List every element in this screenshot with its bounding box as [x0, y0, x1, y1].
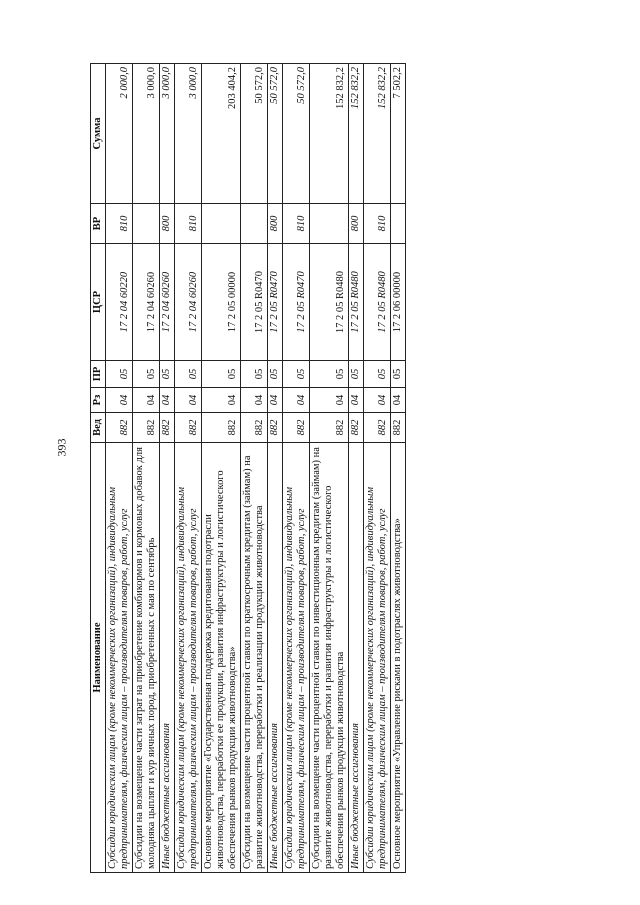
cell-sum: 152 832,2	[310, 64, 349, 204]
cell-pr: 05	[391, 361, 406, 388]
table-row	[175, 64, 202, 873]
cell-pr: 05	[175, 361, 202, 388]
cell-name: Основное мероприятие «Управление рисками в подотраслях животноводства»	[391, 443, 406, 873]
cell-sum: 3 000,0	[175, 64, 202, 204]
table-row	[133, 64, 160, 873]
cell-rz: 04	[202, 388, 241, 413]
cell-csr: 17 2 04 60220	[106, 244, 133, 361]
table-row	[349, 64, 364, 873]
cell-rz: 04	[268, 388, 283, 413]
cell-pr: 05	[268, 361, 283, 388]
cell-pr: 05	[133, 361, 160, 388]
budget-table	[90, 63, 406, 873]
cell-vr: 810	[364, 204, 391, 244]
header-rz: Рз	[91, 388, 106, 413]
cell-ved: 882	[364, 413, 391, 443]
cell-ved: 882	[175, 413, 202, 443]
cell-sum: 50 572,0	[268, 64, 283, 204]
header-vr: ВР	[91, 204, 106, 244]
cell-ved: 882	[268, 413, 283, 443]
cell-rz: 04	[106, 388, 133, 413]
cell-csr: 17 2 04 60260	[160, 244, 175, 361]
cell-sum: 152 832,2	[364, 64, 391, 204]
cell-name: Субсидии юридическим лицам (кроме некоммерческих организаций), индивидуальным предпринимателям, физическим лицам – производителям товаров, работ, услуг	[106, 443, 133, 873]
table-row	[391, 64, 406, 873]
table-row	[310, 64, 349, 873]
table-row	[202, 64, 241, 873]
cell-name: Субсидии юридическим лицам (кроме некоммерческих организаций), индивидуальным предпринимателям, физическим лицам – производителям товаров, работ, услуг	[364, 443, 391, 873]
cell-vr: 810	[175, 204, 202, 244]
cell-csr: 17 2 05 R0480	[364, 244, 391, 361]
cell-sum: 7 502,2	[391, 64, 406, 204]
cell-sum: 50 572,0	[241, 64, 268, 204]
cell-vr: 800	[349, 204, 364, 244]
cell-name: Основное мероприятие «Государственная поддержка кредитования подотрасли животноводства, переработки ее продукции, развития инфраструктуры и логистического обеспечения рынков продукции животноводства»	[202, 443, 241, 873]
cell-csr: 17 2 05 00000	[202, 244, 241, 361]
table-row	[106, 64, 133, 873]
cell-rz: 04	[364, 388, 391, 413]
cell-sum: 152 832,2	[349, 64, 364, 204]
cell-rz: 04	[241, 388, 268, 413]
cell-ved: 882	[133, 413, 160, 443]
page-number: 393	[54, 438, 69, 457]
cell-ved: 882	[349, 413, 364, 443]
cell-vr	[310, 204, 349, 244]
cell-ved: 882	[241, 413, 268, 443]
cell-pr: 05	[283, 361, 310, 388]
cell-ved: 882	[202, 413, 241, 443]
cell-ved: 882	[160, 413, 175, 443]
table-row	[364, 64, 391, 873]
cell-sum: 3 000,0	[160, 64, 175, 204]
cell-pr: 05	[310, 361, 349, 388]
cell-ved: 882	[283, 413, 310, 443]
cell-rz: 04	[391, 388, 406, 413]
cell-pr: 05	[241, 361, 268, 388]
cell-name: Субсидии на возмещение части затрат на приобретение комбикормов и кормовых добавок для молодняка цыплят и кур яичных пород, приобретенных с мая по сентябрь	[133, 443, 160, 873]
cell-vr: 810	[283, 204, 310, 244]
cell-ved: 882	[106, 413, 133, 443]
cell-pr: 05	[364, 361, 391, 388]
cell-vr: 800	[268, 204, 283, 244]
cell-vr	[241, 204, 268, 244]
cell-vr: 810	[106, 204, 133, 244]
cell-sum: 50 572,0	[283, 64, 310, 204]
cell-vr	[202, 204, 241, 244]
rotated-page	[90, 64, 560, 873]
header-sum: Сумма	[91, 64, 106, 204]
cell-csr: 17 2 05 R0470	[268, 244, 283, 361]
cell-csr: 17 2 05 R0470	[241, 244, 268, 361]
header-name: Наименование	[91, 443, 106, 873]
cell-name: Иные бюджетные ассигнования	[268, 443, 283, 873]
cell-name: Иные бюджетные ассигнования	[349, 443, 364, 873]
header-pr: ПР	[91, 361, 106, 388]
table-row	[160, 64, 175, 873]
cell-name: Субсидии на возмещение части процентной ставки по инвестиционным кредитам (займам) на развитие животноводства, переработки и развития инфраструктуры и логистического обеспечения рынков продукции животноводства	[310, 443, 349, 873]
cell-pr: 05	[202, 361, 241, 388]
header-csr: ЦСР	[91, 244, 106, 361]
cell-rz: 04	[349, 388, 364, 413]
cell-pr: 05	[349, 361, 364, 388]
cell-name: Субсидии юридическим лицам (кроме некоммерческих организаций), индивидуальным предпринимателям, физическим лицам – производителям товаров, работ, услуг	[175, 443, 202, 873]
table-row	[283, 64, 310, 873]
cell-csr: 17 2 05 R0480	[349, 244, 364, 361]
table-row	[241, 64, 268, 873]
cell-vr	[133, 204, 160, 244]
cell-sum: 3 000,0	[133, 64, 160, 204]
cell-rz: 04	[310, 388, 349, 413]
cell-rz: 04	[133, 388, 160, 413]
cell-csr: 17 2 04 60260	[175, 244, 202, 361]
cell-pr: 05	[106, 361, 133, 388]
cell-vr	[391, 204, 406, 244]
cell-name: Субсидии на возмещение части процентной ставки по краткосрочным кредитам (займам) на развитие животноводства, переработки и реализации продукции животноводства	[241, 443, 268, 873]
cell-rz: 04	[175, 388, 202, 413]
cell-name: Субсидии юридическим лицам (кроме некоммерческих организаций), индивидуальным предпринимателям, физическим лицам – производителям товаров, работ, услуг	[283, 443, 310, 873]
cell-csr: 17 2 06 00000	[391, 244, 406, 361]
cell-ved: 882	[310, 413, 349, 443]
cell-rz: 04	[283, 388, 310, 413]
cell-vr: 800	[160, 204, 175, 244]
table-row	[268, 64, 283, 873]
cell-csr: 17 2 04 60260	[133, 244, 160, 361]
cell-csr: 17 2 05 R0470	[283, 244, 310, 361]
cell-csr: 17 2 05 R0480	[310, 244, 349, 361]
cell-rz: 04	[160, 388, 175, 413]
table-header-row	[91, 64, 106, 873]
cell-ved: 882	[391, 413, 406, 443]
header-ved: Вед	[91, 413, 106, 443]
cell-pr: 05	[160, 361, 175, 388]
cell-sum: 2 000,0	[106, 64, 133, 204]
cell-sum: 203 404,2	[202, 64, 241, 204]
cell-name: Иные бюджетные ассигнования	[160, 443, 175, 873]
